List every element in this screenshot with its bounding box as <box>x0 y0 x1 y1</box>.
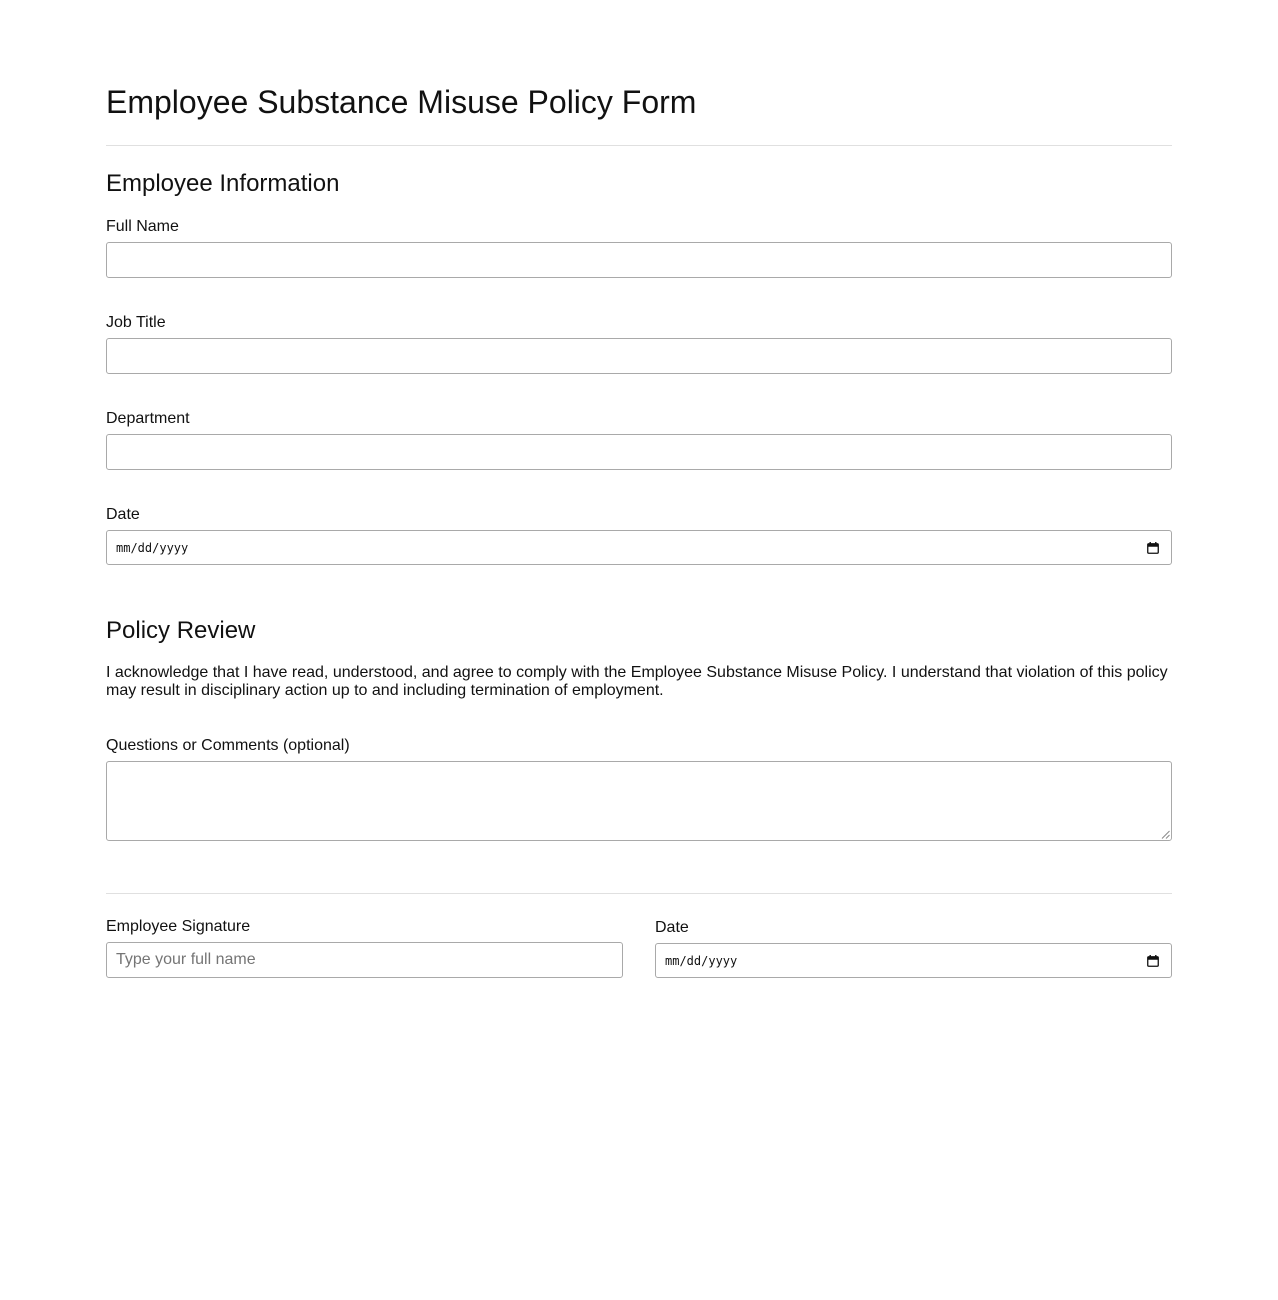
employee-signature-input[interactable] <box>106 942 623 978</box>
signature-date-label: Date <box>655 919 689 936</box>
comments-label: Questions or Comments (optional) <box>106 737 350 754</box>
job-title-label: Job Title <box>106 314 166 331</box>
policy-review-heading: Policy Review <box>106 617 256 644</box>
calendar-icon[interactable] <box>1147 542 1159 554</box>
date-label: Date <box>106 506 140 523</box>
signature-date-value: mm/dd/yyyy <box>665 954 738 968</box>
full-name-input[interactable] <box>106 242 1172 278</box>
calendar-icon[interactable] <box>1147 955 1159 967</box>
acknowledgement-text: I acknowledge that I have read, understood, and agree to comply with the Employee Substance Misuse Policy. I understand that violation of this policy may result in disciplinary action up to and including termination of employment. <box>106 664 1168 699</box>
department-input[interactable] <box>106 434 1172 470</box>
job-title-input[interactable] <box>106 338 1172 374</box>
date-input-value: mm/dd/yyyy <box>116 541 189 555</box>
date-input[interactable] <box>106 530 1172 565</box>
page-title: Employee Substance Misuse Policy Form <box>106 84 697 120</box>
signature-divider <box>106 893 1172 894</box>
department-label: Department <box>106 410 190 427</box>
comments-textarea[interactable] <box>106 761 1172 841</box>
full-name-label: Full Name <box>106 218 179 235</box>
signature-date-input[interactable] <box>655 943 1172 978</box>
title-divider <box>106 145 1172 146</box>
signature-placeholder: Type your full name <box>116 951 256 968</box>
employee-information-heading: Employee Information <box>106 170 340 197</box>
employee-signature-label: Employee Signature <box>106 918 251 935</box>
resize-grip-icon[interactable] <box>1161 830 1170 839</box>
